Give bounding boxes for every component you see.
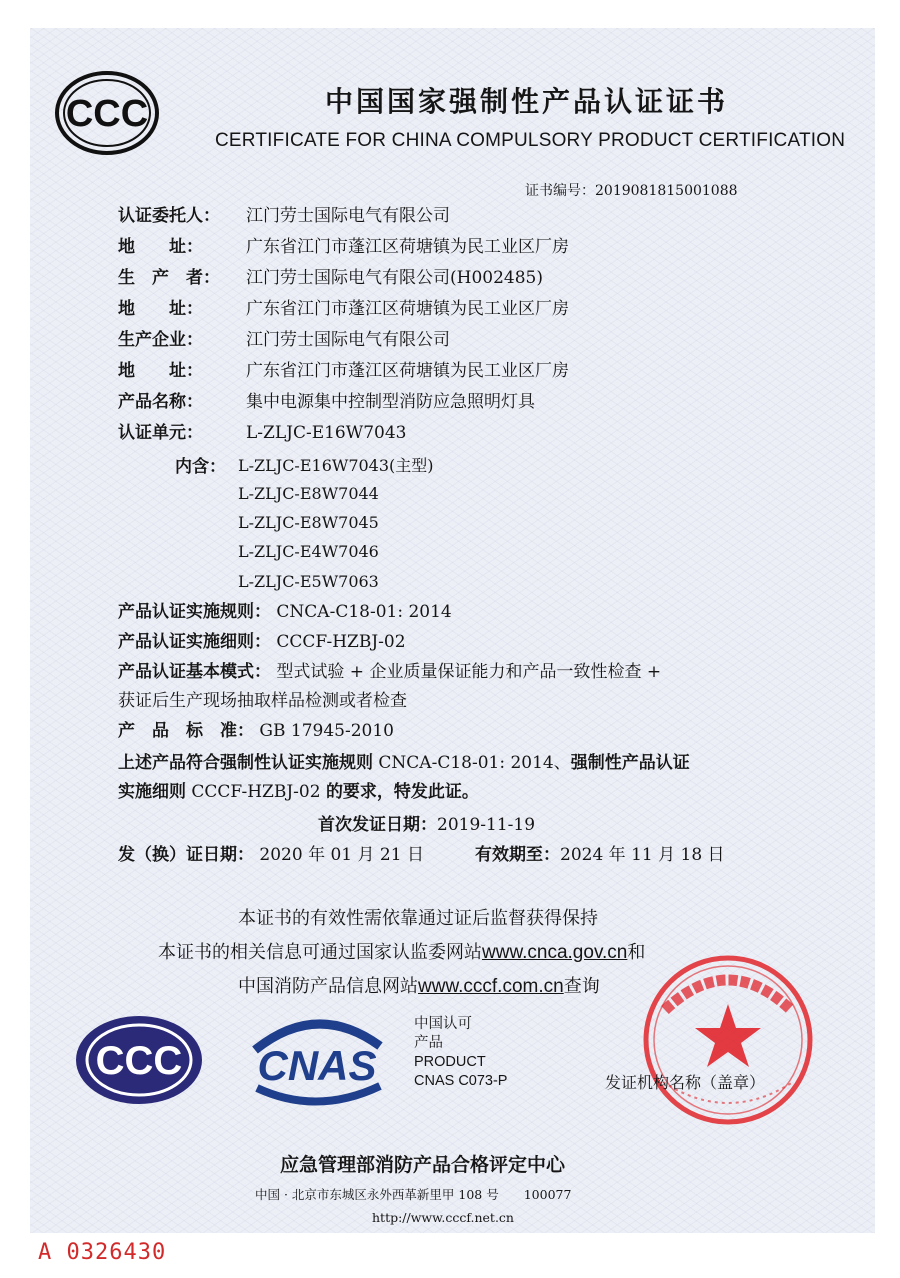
statement-rule: CCCF-HZBJ-02 (191, 782, 321, 802)
field-value: 江门劳士国际电气有限公司 (246, 330, 450, 350)
issuer-seal-label: 发证机构名称（盖章） (605, 1073, 766, 1092)
mode-label: 产品认证基本模式： (118, 662, 271, 682)
standard-row (118, 720, 394, 742)
rule-label: 产品认证实施规则： (118, 602, 271, 622)
cnas-text-line: PRODUCT (414, 1054, 486, 1070)
statement-rule: CNCA-C18-01: 2014、 (378, 753, 571, 773)
field-manufacturer-address (118, 298, 569, 320)
valid-label: 有效期至： (475, 845, 560, 865)
field-factory (118, 329, 450, 351)
issuer-website[interactable]: http://www.cccf.net.cn (372, 1210, 514, 1225)
rule-row (118, 601, 452, 623)
standard-label: 产 品 标 准： (118, 721, 254, 741)
first-issue-date (318, 810, 535, 835)
ccc-logo-text: CCC (65, 93, 149, 135)
field-value: 广东省江门市蓬江区荷塘镇为民工业区厂房 (246, 237, 569, 257)
reissue-value: 2020 年 01 月 21 日 (259, 845, 424, 865)
field-value: 江门劳士国际电气有限公司 (246, 206, 450, 226)
certificate-title-en: CERTIFICATE FOR CHINA COMPULSORY PRODUCT CERTIFICATION (215, 130, 846, 151)
field-product-name (118, 391, 535, 413)
field-label: 生 产 者： (118, 268, 220, 288)
statement-text: 的要求，特发此证。 (325, 782, 479, 802)
cccf-link[interactable]: www.cccf.com.cn (418, 976, 564, 997)
mode-row (118, 661, 661, 683)
model-item: L-ZLJC-E5W7063 (238, 572, 379, 591)
statement-text: 实施细则 (118, 782, 186, 802)
ccc-logo-top (52, 68, 162, 158)
contains-label: 内含： (175, 457, 226, 477)
rule-value: CNCA-C18-01: 2014 (276, 602, 452, 622)
ccc-logo-bottom (72, 1010, 207, 1110)
field-applicant-address (118, 236, 569, 258)
model-item: L-ZLJC-E8W7045 (238, 513, 379, 532)
field-label: 认证单元： (118, 423, 203, 443)
statement-line-2 (118, 781, 479, 803)
reissue-label: 发（换）证日期： (118, 845, 254, 865)
issuing-center-name: 应急管理部消防产品合格评定中心 (280, 1154, 566, 1176)
reissue-date (118, 840, 424, 865)
issuer-address: 中国 · 北京市东城区永外西革新里甲 108 号 100077 (255, 1187, 572, 1202)
statement-text: 强制性产品认证 (570, 753, 690, 773)
cnca-link[interactable]: www.cnca.gov.cn (482, 942, 628, 963)
field-label: 地 址： (118, 299, 203, 319)
field-label: 地 址： (118, 361, 203, 381)
notice-text: 查询 (563, 976, 600, 997)
field-value: 广东省江门市蓬江区荷塘镇为民工业区厂房 (246, 299, 569, 319)
field-factory-address (118, 360, 569, 382)
field-cert-unit (118, 422, 406, 444)
certificate-title-cn: 中国国家强制性产品认证证书 (325, 85, 729, 118)
standard-value: GB 17945-2010 (259, 721, 394, 741)
model-item: L-ZLJC-E4W7046 (238, 542, 379, 561)
detail-row (118, 631, 406, 653)
model-item: L-ZLJC-E16W7043(主型) (238, 456, 434, 475)
mode-row-2 (118, 690, 407, 712)
notice-text: 本证书的相关信息可通过国家认监委网站 (158, 942, 482, 963)
ccc-bottom-text: CCC (95, 1039, 183, 1083)
notice-line-2 (158, 938, 645, 964)
first-issue-value: 2019-11-19 (437, 815, 536, 835)
detail-value: CCCF-HZBJ-02 (276, 632, 406, 652)
model-item: L-ZLJC-E8W7044 (238, 484, 379, 503)
cnas-text-line: 中国认可 (414, 1016, 472, 1032)
field-manufacturer (118, 267, 543, 289)
mode-value: 型式试验 + 企业质量保证能力和产品一致性检查 + (276, 662, 662, 682)
cnas-text-line: CNAS C073-P (414, 1073, 508, 1089)
field-label: 认证委托人： (118, 206, 220, 226)
field-applicant (118, 205, 450, 227)
notice-text: 和 (627, 942, 646, 963)
notice-text: 中国消防产品信息网站 (238, 976, 418, 997)
mode-value-2: 获证后生产现场抽取样品检测或者检查 (118, 691, 407, 711)
cnas-logo (245, 1008, 390, 1110)
field-value: L-ZLJC-E16W7043 (246, 423, 407, 443)
notice-line-3 (238, 972, 600, 998)
cnas-logo-text: CNAS (257, 1042, 377, 1089)
statement-text: 上述产品符合强制性认证实施规则 (118, 753, 373, 773)
first-issue-label: 首次发证日期： (318, 815, 437, 835)
certificate-number: 证书编号：2019081815001088 (525, 183, 738, 199)
field-value: 江门劳士国际电气有限公司(H002485) (246, 268, 543, 288)
field-label: 地 址： (118, 237, 203, 257)
notice-line-1: 本证书的有效性需依靠通过证后监督获得保持 (238, 908, 598, 929)
detail-label: 产品认证实施细则： (118, 632, 271, 652)
field-label: 产品名称： (118, 392, 203, 412)
field-value: 集中电源集中控制型消防应急照明灯具 (246, 392, 535, 412)
field-label: 生产企业： (118, 330, 203, 350)
field-value: 广东省江门市蓬江区荷塘镇为民工业区厂房 (246, 361, 569, 381)
cnas-accreditation-text (414, 1015, 507, 1091)
serial-number: A 0326430 (38, 1240, 167, 1265)
cnas-text-line: 产品 (414, 1035, 443, 1051)
official-red-seal (625, 952, 830, 1132)
valid-until (475, 840, 725, 865)
valid-value: 2024 年 11 月 18 日 (560, 845, 725, 865)
statement-line-1 (118, 752, 690, 774)
